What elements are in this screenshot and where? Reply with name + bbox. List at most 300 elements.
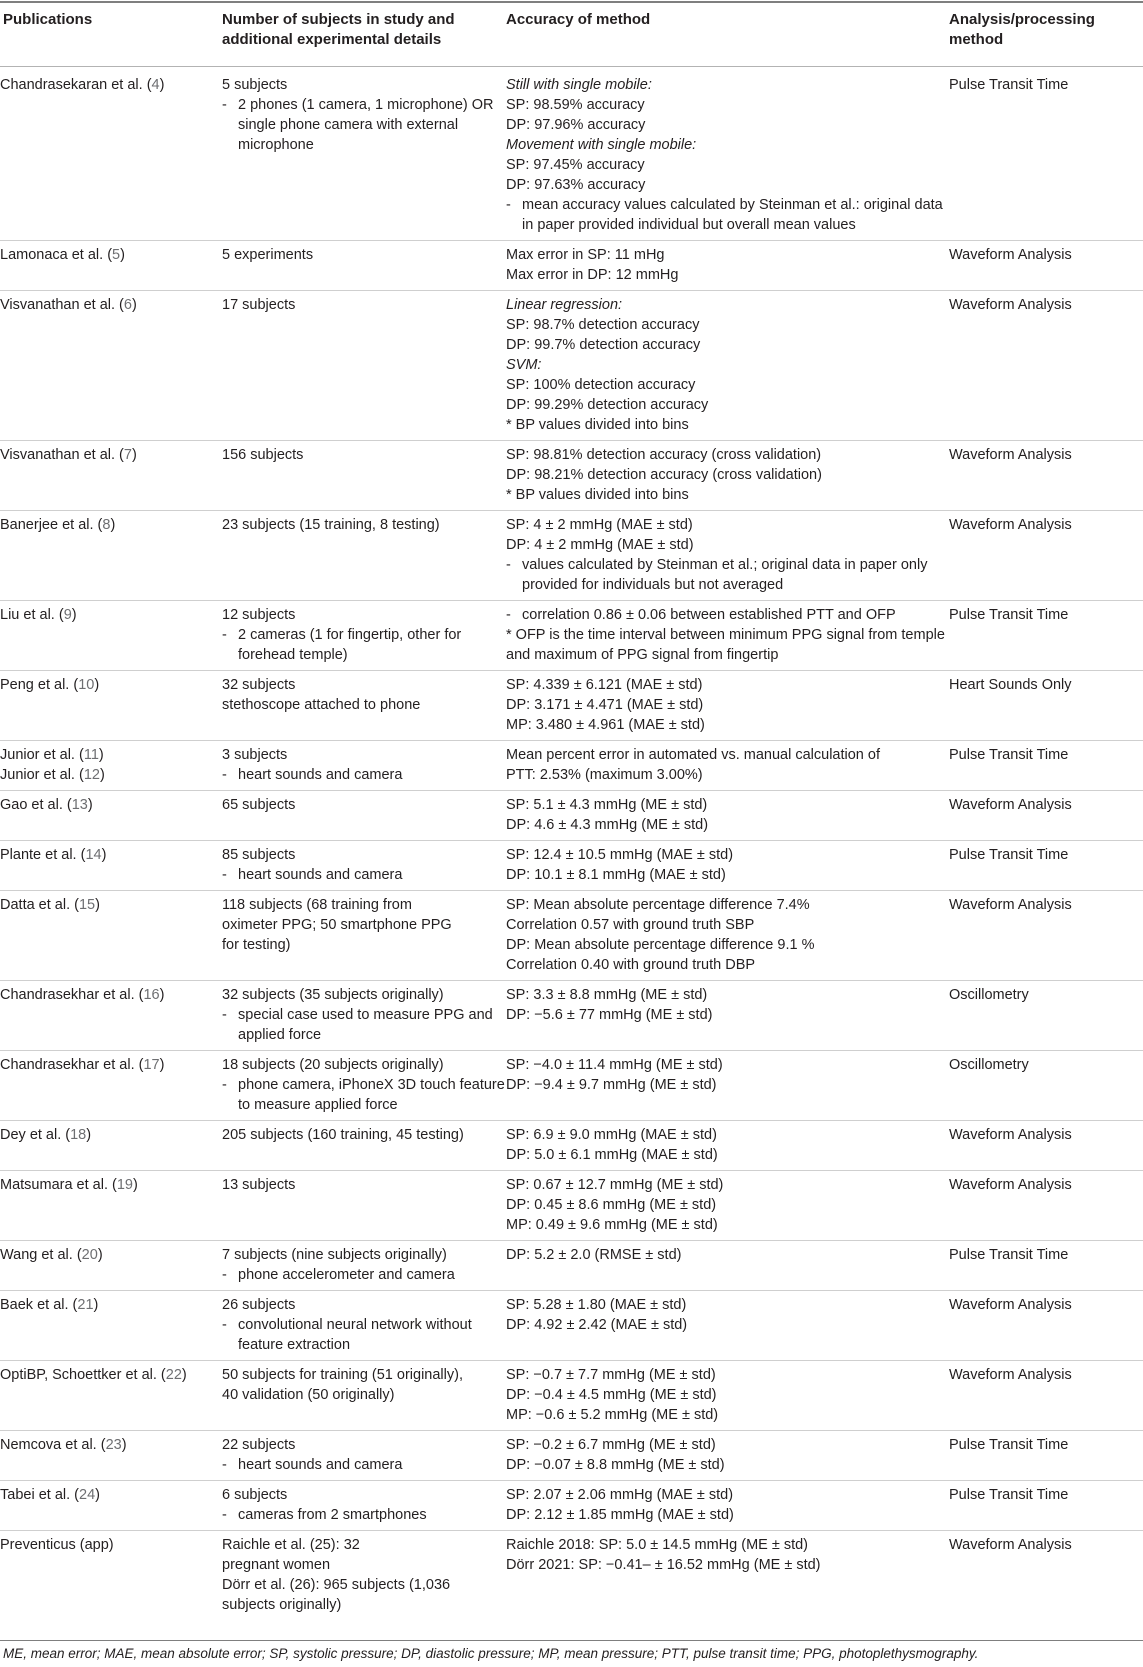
cell-subjects bbox=[222, 741, 506, 791]
method-text: Waveform Analysis bbox=[949, 1177, 1072, 1193]
cell-method bbox=[949, 1431, 1143, 1481]
publications-table bbox=[0, 75, 1143, 1620]
cell-publication bbox=[0, 1051, 222, 1121]
cell-text: Mean percent error in automated vs. manual calculation of bbox=[506, 747, 880, 763]
cell-text: DP: 2.12 ± 1.85 mmHg (MAE ± std) bbox=[506, 1507, 734, 1523]
publication-line: Matsumara et al. (19) bbox=[0, 1177, 138, 1193]
cell-method bbox=[949, 1051, 1143, 1121]
cell-text: SP: 3.3 ± 8.8 mmHg (ME ± std) bbox=[506, 987, 708, 1003]
cell-accuracy bbox=[506, 1481, 949, 1531]
table-row bbox=[0, 1291, 1143, 1361]
cell-text: 18 subjects (20 subjects originally) bbox=[222, 1057, 444, 1073]
method-text: Waveform Analysis bbox=[949, 517, 1072, 533]
cell-accuracy bbox=[506, 741, 949, 791]
publication-name: Nemcova et al. bbox=[0, 1437, 97, 1453]
cell-method bbox=[949, 1531, 1143, 1621]
method-text: Oscillometry bbox=[949, 987, 1029, 1003]
publication-name: Tabei et al. bbox=[0, 1487, 71, 1503]
publication-name: Peng et al. bbox=[0, 677, 70, 693]
cell-accuracy bbox=[506, 1051, 949, 1121]
table-row bbox=[0, 441, 1143, 511]
cell-method bbox=[949, 241, 1143, 291]
cell-publication bbox=[0, 1171, 222, 1241]
cell-accuracy bbox=[506, 1531, 949, 1621]
cell-text: SP: 97.45% accuracy bbox=[506, 157, 645, 173]
publication-line: OptiBP, Schoettker et al. (22) bbox=[0, 1367, 187, 1383]
cell-text: 13 subjects bbox=[222, 1177, 296, 1193]
table-row bbox=[0, 1121, 1143, 1171]
cell-accuracy bbox=[506, 441, 949, 511]
method-text: Heart Sounds Only bbox=[949, 677, 1072, 693]
publication-name: Dey et al. bbox=[0, 1127, 62, 1143]
cell-subjects bbox=[222, 1531, 506, 1621]
cell-accuracy bbox=[506, 671, 949, 741]
cell-accuracy bbox=[506, 241, 949, 291]
table-row bbox=[0, 671, 1143, 741]
cell-method bbox=[949, 841, 1143, 891]
table-row bbox=[0, 601, 1143, 671]
method-text: Pulse Transit Time bbox=[949, 1437, 1069, 1453]
table-row bbox=[0, 241, 1143, 291]
table-row bbox=[0, 741, 1143, 791]
publication-name: Gao et al. bbox=[0, 797, 63, 813]
cell-method bbox=[949, 741, 1143, 791]
header-subjects: Number of subjects in study and additional experimental details bbox=[222, 11, 455, 48]
cell-subjects bbox=[222, 1051, 506, 1121]
bullet-text: heart sounds and camera bbox=[238, 1457, 403, 1473]
publication-name: Junior et al. bbox=[0, 767, 75, 783]
cell-text: DP: −0.07 ± 8.8 mmHg (ME ± std) bbox=[506, 1457, 725, 1473]
cell-text: MP: −0.6 ± 5.2 mmHg (ME ± std) bbox=[506, 1407, 719, 1423]
bullet-text: special case used to measure PPG and applied force bbox=[238, 1007, 493, 1043]
cell-accuracy bbox=[506, 1431, 949, 1481]
cell-text: 12 subjects bbox=[222, 607, 296, 623]
cell-publication bbox=[0, 1241, 222, 1291]
cell-text: * BP values divided into bins bbox=[506, 487, 689, 503]
cell-publication bbox=[0, 1431, 222, 1481]
reference-link[interactable]: 17 bbox=[143, 1057, 160, 1073]
publication-line: Gao et al. (13) bbox=[0, 797, 93, 813]
bullet-text: convolutional neural network without feature extraction bbox=[238, 1317, 472, 1353]
cell-text: DP: −0.4 ± 4.5 mmHg (ME ± std) bbox=[506, 1387, 717, 1403]
cell-method bbox=[949, 891, 1143, 981]
publication-line: Tabei et al. (24) bbox=[0, 1487, 100, 1503]
method-text: Waveform Analysis bbox=[949, 897, 1072, 913]
cell-text: SP: −0.7 ± 7.7 mmHg (ME ± std) bbox=[506, 1367, 716, 1383]
reference-link[interactable]: 12 bbox=[83, 767, 100, 783]
cell-text: SP: 98.59% accuracy bbox=[506, 97, 645, 113]
cell-text: DP: 97.96% accuracy bbox=[506, 117, 646, 133]
cell-accuracy bbox=[506, 1361, 949, 1431]
cell-text: SP: 4.339 ± 6.121 (MAE ± std) bbox=[506, 677, 703, 693]
cell-subjects bbox=[222, 791, 506, 841]
cell-accuracy bbox=[506, 981, 949, 1051]
publication-name: Junior et al. bbox=[0, 747, 75, 763]
reference-link[interactable]: 22 bbox=[165, 1367, 182, 1383]
cell-text: PTT: 2.53% (maximum 3.00%) bbox=[506, 767, 703, 783]
cell-subjects bbox=[222, 1481, 506, 1531]
publication-line: Peng et al. (10) bbox=[0, 677, 100, 693]
cell-text: 156 subjects bbox=[222, 447, 304, 463]
reference-link[interactable]: 16 bbox=[143, 987, 160, 1003]
cell-publication bbox=[0, 1531, 222, 1621]
cell-text: * BP values divided into bins bbox=[506, 417, 689, 433]
publication-line: Visvanathan et al. (6) bbox=[0, 297, 137, 313]
cell-text: SP: 12.4 ± 10.5 mmHg (MAE ± std) bbox=[506, 847, 734, 863]
cell-text: 3 subjects bbox=[222, 747, 288, 763]
reference-link[interactable]: 19 bbox=[116, 1177, 133, 1193]
cell-text: for testing) bbox=[222, 937, 291, 953]
cell-publication bbox=[0, 511, 222, 601]
cell-text: SP: 100% detection accuracy bbox=[506, 377, 696, 393]
table-row bbox=[0, 1431, 1143, 1481]
cell-subjects bbox=[222, 75, 506, 241]
bullet-text: phone camera, iPhoneX 3D touch feature to measure applied force bbox=[238, 1077, 505, 1113]
publication-name: Preventicus (app) bbox=[0, 1537, 114, 1553]
reference-link[interactable]: 23 bbox=[105, 1437, 122, 1453]
reference-link[interactable]: 18 bbox=[70, 1127, 87, 1143]
cell-text: Correlation 0.40 with ground truth DBP bbox=[506, 957, 756, 973]
cell-text: stethoscope attached to phone bbox=[222, 697, 421, 713]
cell-publication bbox=[0, 1361, 222, 1431]
publication-name: Matsumara et al. bbox=[0, 1177, 108, 1193]
publication-line: Chandrasekhar et al. (17) bbox=[0, 1057, 165, 1073]
cell-subjects bbox=[222, 601, 506, 671]
reference-link[interactable]: 15 bbox=[78, 897, 96, 913]
cell-text: 32 subjects (35 subjects originally) bbox=[222, 987, 444, 1003]
cell-method bbox=[949, 981, 1143, 1051]
cell-text: DP: 5.0 ± 6.1 mmHg (MAE ± std) bbox=[506, 1147, 718, 1163]
cell-method bbox=[949, 1291, 1143, 1361]
cell-text: 7 subjects (nine subjects originally) bbox=[222, 1247, 447, 1263]
cell-text: 65 subjects bbox=[222, 797, 296, 813]
publication-line: Chandrasekhar et al. (16) bbox=[0, 987, 165, 1003]
cell-text: 40 validation (50 originally) bbox=[222, 1387, 395, 1403]
cell-subjects bbox=[222, 241, 506, 291]
table-row bbox=[0, 1531, 1143, 1621]
method-text: Waveform Analysis bbox=[949, 247, 1072, 263]
bullet-item: - values calculated by Steinman et al.; original data in paper only provided for individuals but not averaged bbox=[506, 557, 928, 593]
table-footnote: ME, mean error; MAE, mean absolute error; SP, systolic pressure; DP, diastolic pressure; MP, mean pressure; PTT, pulse transit time; PPG, photoplethysmography. bbox=[3, 1646, 979, 1661]
cell-text: 6 subjects bbox=[222, 1487, 288, 1503]
cell-text: Dörr et al. (26): 965 subjects (1,036 bbox=[222, 1577, 451, 1593]
bullet-text: values calculated by Steinman et al.; original data in paper only provided for individuals but not averaged bbox=[522, 557, 928, 593]
cell-accuracy bbox=[506, 1171, 949, 1241]
header-rule bbox=[0, 66, 1143, 67]
method-text: Pulse Transit Time bbox=[949, 77, 1069, 93]
cell-text: pregnant women bbox=[222, 1557, 331, 1573]
cell-subjects bbox=[222, 1171, 506, 1241]
cell-text: 32 subjects bbox=[222, 677, 296, 693]
bullet-item: - heart sounds and camera bbox=[222, 1457, 403, 1473]
cell-text: 50 subjects for training (51 originally), bbox=[222, 1367, 463, 1383]
method-text: Waveform Analysis bbox=[949, 1367, 1072, 1383]
table-row bbox=[0, 841, 1143, 891]
publication-line: Junior et al. (11) bbox=[0, 747, 104, 763]
bullet-item: - heart sounds and camera bbox=[222, 767, 403, 783]
cell-method bbox=[949, 1481, 1143, 1531]
table-row bbox=[0, 291, 1143, 441]
bullet-item: - convolutional neural network without feature extraction bbox=[222, 1317, 472, 1353]
cell-publication bbox=[0, 1291, 222, 1361]
cell-text: * OFP is the time interval between minimum PPG signal from temple and maximum of PPG signal from fingertip bbox=[506, 627, 945, 663]
cell-text: DP: 98.21% detection accuracy (cross validation) bbox=[506, 467, 822, 483]
cell-publication bbox=[0, 791, 222, 841]
bullet-text: heart sounds and camera bbox=[238, 767, 403, 783]
cell-publication bbox=[0, 75, 222, 241]
reference-link[interactable]: 5 bbox=[112, 247, 121, 263]
publication-line: Chandrasekaran et al. (4) bbox=[0, 77, 165, 93]
cell-text: DP: 5.2 ± 2.0 (RMSE ± std) bbox=[506, 1247, 682, 1263]
bullet-text: correlation 0.86 ± 0.06 between established PTT and OFP bbox=[522, 607, 896, 623]
cell-text: 17 subjects bbox=[222, 297, 296, 313]
cell-subjects bbox=[222, 1121, 506, 1171]
method-text: Waveform Analysis bbox=[949, 1127, 1072, 1143]
cell-text: 85 subjects bbox=[222, 847, 296, 863]
bullet-item: - mean accuracy values calculated by Steinman et al.: original data in paper provided individual but overall mean values bbox=[506, 197, 943, 233]
publication-name: Chandrasekhar et al. bbox=[0, 987, 135, 1003]
reference-link[interactable]: 7 bbox=[123, 447, 132, 463]
cell-accuracy bbox=[506, 75, 949, 241]
cell-subjects bbox=[222, 441, 506, 511]
cell-subjects bbox=[222, 891, 506, 981]
publication-line: Baek et al. (21) bbox=[0, 1297, 99, 1313]
reference-link[interactable]: 13 bbox=[71, 797, 88, 813]
method-text: Waveform Analysis bbox=[949, 297, 1072, 313]
cell-publication bbox=[0, 671, 222, 741]
subheading-text: Linear regression: bbox=[506, 297, 623, 313]
reference-link[interactable]: 4 bbox=[151, 77, 160, 93]
cell-subjects bbox=[222, 511, 506, 601]
cell-text: SP: −4.0 ± 11.4 mmHg (ME ± std) bbox=[506, 1057, 723, 1073]
cell-method bbox=[949, 671, 1143, 741]
method-text: Waveform Analysis bbox=[949, 1537, 1072, 1553]
cell-text: 5 experiments bbox=[222, 247, 314, 263]
table-row bbox=[0, 891, 1143, 981]
cell-accuracy bbox=[506, 791, 949, 841]
subheading-text: Movement with single mobile: bbox=[506, 137, 697, 153]
publication-line: Nemcova et al. (23) bbox=[0, 1437, 127, 1453]
bullet-item: - phone camera, iPhoneX 3D touch feature to measure applied force bbox=[222, 1077, 505, 1113]
method-text: Pulse Transit Time bbox=[949, 747, 1069, 763]
cell-publication bbox=[0, 981, 222, 1051]
table-body bbox=[0, 75, 1143, 1620]
bullet-item: - phone accelerometer and camera bbox=[222, 1267, 455, 1283]
cell-text: Raichle 2018: SP: 5.0 ± 14.5 mmHg (ME ± std) bbox=[506, 1537, 809, 1553]
publication-line: Plante et al. (14) bbox=[0, 847, 107, 863]
cell-subjects bbox=[222, 1291, 506, 1361]
cell-text: DP: −9.4 ± 9.7 mmHg (ME ± std) bbox=[506, 1077, 717, 1093]
cell-text: DP: Mean absolute percentage difference 9.1 % bbox=[506, 937, 815, 953]
publication-name: Visvanathan et al. bbox=[0, 447, 116, 463]
reference-link[interactable]: 21 bbox=[77, 1297, 94, 1313]
cell-method bbox=[949, 601, 1143, 671]
cell-publication bbox=[0, 741, 222, 791]
bullet-item: - special case used to measure PPG and applied force bbox=[222, 1007, 493, 1043]
method-text: Pulse Transit Time bbox=[949, 847, 1069, 863]
publication-name: Wang et al. bbox=[0, 1247, 73, 1263]
cell-text: Max error in SP: 11 mHg bbox=[506, 247, 665, 263]
reference-link[interactable]: 14 bbox=[85, 847, 102, 863]
cell-text: MP: 3.480 ± 4.961 (MAE ± std) bbox=[506, 717, 705, 733]
cell-method bbox=[949, 1171, 1143, 1241]
cell-text: SP: 6.9 ± 9.0 mmHg (MAE ± std) bbox=[506, 1127, 717, 1143]
cell-publication bbox=[0, 601, 222, 671]
cell-method bbox=[949, 511, 1143, 601]
publication-name: Datta et al. bbox=[0, 897, 71, 913]
cell-text: oximeter PPG; 50 smartphone PPG bbox=[222, 917, 452, 933]
bullet-item: - 2 cameras (1 for fingertip, other for forehead temple) bbox=[222, 627, 462, 663]
cell-text: DP: 0.45 ± 8.6 mmHg (ME ± std) bbox=[506, 1197, 717, 1213]
publication-line: Liu et al. (9) bbox=[0, 607, 77, 623]
publication-name: Plante et al. bbox=[0, 847, 77, 863]
publication-line: Wang et al. (20) bbox=[0, 1247, 103, 1263]
cell-text: Raichle et al. (25): 32 bbox=[222, 1537, 360, 1553]
cell-text: SP: 0.67 ± 12.7 mmHg (ME ± std) bbox=[506, 1177, 724, 1193]
cell-accuracy bbox=[506, 841, 949, 891]
table-row bbox=[0, 75, 1143, 241]
table-row bbox=[0, 981, 1143, 1051]
cell-text: DP: 4 ± 2 mmHg (MAE ± std) bbox=[506, 537, 694, 553]
cell-subjects bbox=[222, 291, 506, 441]
publication-name: Liu et al. bbox=[0, 607, 55, 623]
cell-subjects bbox=[222, 671, 506, 741]
cell-subjects bbox=[222, 841, 506, 891]
cell-text: 26 subjects bbox=[222, 1297, 296, 1313]
cell-text: subjects originally) bbox=[222, 1597, 342, 1613]
cell-text: Max error in DP: 12 mmHg bbox=[506, 267, 679, 283]
cell-publication bbox=[0, 291, 222, 441]
cell-accuracy bbox=[506, 1291, 949, 1361]
cell-text: 205 subjects (160 training, 45 testing) bbox=[222, 1127, 464, 1143]
cell-method bbox=[949, 1241, 1143, 1291]
cell-method bbox=[949, 1361, 1143, 1431]
cell-accuracy bbox=[506, 291, 949, 441]
bullet-text: mean accuracy values calculated by Steinman et al.: original data in paper provided individual but overall mean values bbox=[522, 197, 943, 233]
method-text: Waveform Analysis bbox=[949, 1297, 1072, 1313]
cell-accuracy bbox=[506, 1121, 949, 1171]
subheading-text: Still with single mobile: bbox=[506, 77, 652, 93]
cell-text: 5 subjects bbox=[222, 77, 288, 93]
cell-method bbox=[949, 791, 1143, 841]
cell-text: SP: −0.2 ± 6.7 mmHg (ME ± std) bbox=[506, 1437, 716, 1453]
bullet-item: - cameras from 2 smartphones bbox=[222, 1507, 427, 1523]
bullet-item: - 2 phones (1 camera, 1 microphone) OR single phone camera with external microphone bbox=[222, 97, 494, 153]
publication-name: Chandrasekhar et al. bbox=[0, 1057, 135, 1073]
reference-link[interactable]: 8 bbox=[102, 517, 111, 533]
method-text: Waveform Analysis bbox=[949, 797, 1072, 813]
cell-publication bbox=[0, 891, 222, 981]
table-row bbox=[0, 511, 1143, 601]
cell-text: SP: 4 ± 2 mmHg (MAE ± std) bbox=[506, 517, 693, 533]
cell-text: DP: 99.29% detection accuracy bbox=[506, 397, 709, 413]
cell-text: Dörr 2021: SP: −0.41– ± 16.52 mmHg (ME ± std) bbox=[506, 1557, 821, 1573]
cell-text: SP: 98.81% detection accuracy (cross validation) bbox=[506, 447, 822, 463]
cell-text: DP: 99.7% detection accuracy bbox=[506, 337, 701, 353]
cell-method bbox=[949, 291, 1143, 441]
cell-subjects bbox=[222, 1241, 506, 1291]
cell-method bbox=[949, 75, 1143, 241]
cell-text: DP: −5.6 ± 77 mmHg (ME ± std) bbox=[506, 1007, 713, 1023]
method-text: Oscillometry bbox=[949, 1057, 1029, 1073]
cell-text: SP: 5.1 ± 4.3 mmHg (ME ± std) bbox=[506, 797, 708, 813]
publication-line: Datta et al. (15) bbox=[0, 897, 100, 913]
header-accuracy: Accuracy of method bbox=[506, 11, 651, 28]
cell-text: 22 subjects bbox=[222, 1437, 296, 1453]
reference-link[interactable]: 24 bbox=[79, 1487, 96, 1503]
reference-link[interactable]: 9 bbox=[63, 607, 72, 623]
table-row bbox=[0, 1361, 1143, 1431]
cell-text: SP: 5.28 ± 1.80 (MAE ± std) bbox=[506, 1297, 687, 1313]
publication-name: Banerjee et al. bbox=[0, 517, 94, 533]
cell-text: Correlation 0.57 with ground truth SBP bbox=[506, 917, 755, 933]
method-text: Pulse Transit Time bbox=[949, 1487, 1069, 1503]
top-rule bbox=[0, 1, 1143, 3]
cell-subjects bbox=[222, 1431, 506, 1481]
publication-name: Lamonaca et al. bbox=[0, 247, 104, 263]
reference-link[interactable]: 20 bbox=[81, 1247, 98, 1263]
reference-link[interactable]: 11 bbox=[83, 747, 99, 763]
table-row bbox=[0, 1241, 1143, 1291]
cell-accuracy bbox=[506, 601, 949, 671]
header-method: Analysis/processing method bbox=[949, 11, 1095, 48]
publication-line: Banerjee et al. (8) bbox=[0, 517, 116, 533]
bullet-text: cameras from 2 smartphones bbox=[238, 1507, 427, 1523]
cell-publication bbox=[0, 841, 222, 891]
bullet-item: - heart sounds and camera bbox=[222, 867, 403, 883]
cell-accuracy bbox=[506, 891, 949, 981]
cell-subjects bbox=[222, 981, 506, 1051]
publication-name: Baek et al. bbox=[0, 1297, 69, 1313]
method-text: Pulse Transit Time bbox=[949, 1247, 1069, 1263]
cell-publication bbox=[0, 1481, 222, 1531]
cell-text: DP: 4.92 ± 2.42 (MAE ± std) bbox=[506, 1317, 688, 1333]
cell-text: DP: 3.171 ± 4.471 (MAE ± std) bbox=[506, 697, 704, 713]
cell-text: 23 subjects (15 training, 8 testing) bbox=[222, 517, 440, 533]
publication-name: Visvanathan et al. bbox=[0, 297, 116, 313]
publication-line: Lamonaca et al. (5) bbox=[0, 247, 125, 263]
cell-accuracy bbox=[506, 1241, 949, 1291]
publication-line: Visvanathan et al. (7) bbox=[0, 447, 137, 463]
publication-line bbox=[0, 1535, 222, 1555]
reference-link[interactable]: 6 bbox=[123, 297, 132, 313]
table-header bbox=[0, 10, 1143, 62]
cell-method bbox=[949, 1121, 1143, 1171]
table-row bbox=[0, 1481, 1143, 1531]
cell-text: 118 subjects (68 training from bbox=[222, 897, 412, 913]
cell-text: DP: 4.6 ± 4.3 mmHg (ME ± std) bbox=[506, 817, 709, 833]
reference-link[interactable]: 10 bbox=[78, 677, 95, 693]
cell-publication bbox=[0, 1121, 222, 1171]
cell-text: SP: Mean absolute percentage difference 7.4% bbox=[506, 897, 810, 913]
cell-method bbox=[949, 441, 1143, 511]
cell-accuracy bbox=[506, 511, 949, 601]
cell-publication bbox=[0, 241, 222, 291]
publication-line: Junior et al. (12) bbox=[0, 767, 105, 783]
subheading-text: SVM: bbox=[506, 357, 542, 373]
header-publications: Publications bbox=[3, 11, 93, 28]
method-text: Pulse Transit Time bbox=[949, 607, 1069, 623]
method-text: Waveform Analysis bbox=[949, 447, 1072, 463]
cell-text: DP: 97.63% accuracy bbox=[506, 177, 646, 193]
cell-text: SP: 98.7% detection accuracy bbox=[506, 317, 700, 333]
cell-subjects bbox=[222, 1361, 506, 1431]
table-row bbox=[0, 1051, 1143, 1121]
bullet-text: 2 phones (1 camera, 1 microphone) OR single phone camera with external microphone bbox=[238, 97, 494, 153]
bullet-text: heart sounds and camera bbox=[238, 867, 403, 883]
publication-name: Chandrasekaran et al. bbox=[0, 77, 143, 93]
cell-publication bbox=[0, 441, 222, 511]
